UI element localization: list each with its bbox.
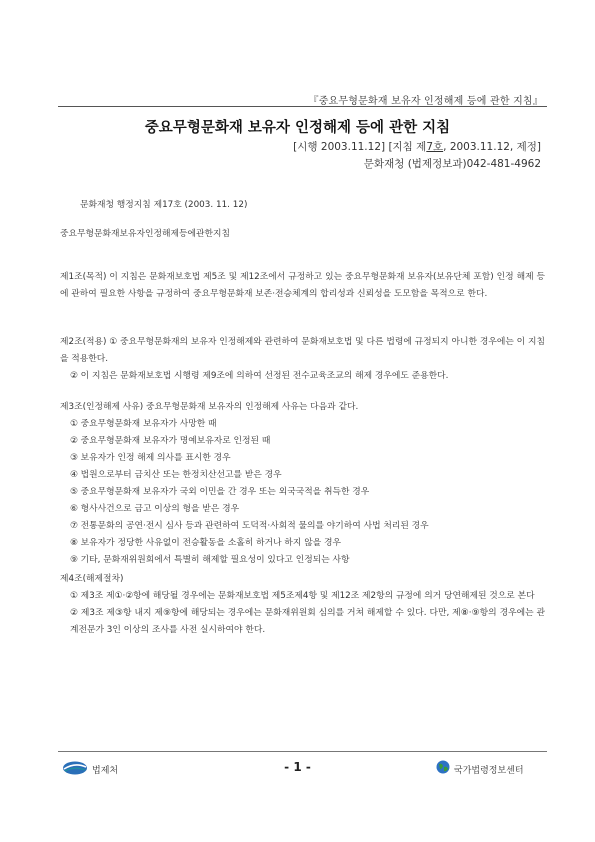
globe-icon [436,760,450,774]
article-1-text: 제1조(목적) 이 지침은 문화재보호법 제5조 및 제12조에서 규정하고 있는 중요무형문화재 보유자(보유단체 포함) 인정 해제 등에 관하여 필요한 사항을 규정하여 중요무형문화재 보존·전승체계의 합리성과 신뢰성을 도모함을 목적으로 한다. [60,272,545,299]
article-2-paragraph-2: ② 이 지침은 문화재보호법 시행령 제9조에 의하여 선정된 전수교육조교의 해제 경우에도 준용한다. [70,371,449,381]
directive-number-link[interactable]: 7호 [426,141,444,153]
running-title: 『중요무형문화재 보유자 인정해제 등에 관한 지침』 [308,96,543,107]
regulation-name: 중요무형문화재보유자인정해제등에관한지침 [60,229,230,239]
article-4-paragraph-2: ② 제3조 제③항 내지 제⑨항에 해당되는 경우에는 문화재위원회 심의를 거쳐 해제할 수 있다. 다만, 제⑧·⑨항의 경우에는 관계전문가 3인 이상의 조사를 사전 실시하여야 한다. [70,608,545,635]
article-3-item: ⑧ 보유자가 정당한 사유없이 전승활동을 소홀히 하거나 하지 않을 경우 [70,538,341,548]
article-3-item: ③ 보유자가 인정 해제 의사를 표시한 경우 [70,453,231,463]
page-number: - 1 - [284,760,311,774]
enactment-info [293,139,541,154]
article-1 [60,269,545,303]
article-3-item: ⑨ 기타, 문화재위원회에서 특별히 해제할 필요성이 있다고 인정되는 사항 [70,555,350,565]
article-3-intro: 제3조(인정해제 사유) 중요무형문화재 보유자의 인정해제 사유는 다음과 같다. [60,402,359,412]
enactment-prefix: [시행 2003.11.12] [지침 제 [293,141,427,153]
footer-left-label: 법제처 [92,766,119,776]
article-4-heading: 제4조(해제절차) [60,574,124,584]
article-3-item: ① 중요무형문화재 보유자가 사망한 때 [70,419,217,429]
article-3-item: ⑥ 형사사건으로 금고 이상의 형을 받은 경우 [70,504,240,514]
article-3-item: ④ 법원으로부터 금치산 또는 한정치산선고를 받은 경우 [70,470,282,480]
document-title: 중요무형문화재 보유자 인정해제 등에 관한 지침 [144,120,451,136]
article-2-paragraph-1: 제2조(적용) ① 중요무형문화재의 보유자 인정해제와 관련하여 문화재보호법 및 다른 법령에 규정되지 아니한 경우에는 이 지침을 적용한다. [60,337,545,364]
header-divider [58,106,547,107]
article-4 [60,571,545,639]
article-3-item: ⑤ 중요무형문화재 보유자가 국외 이민을 간 경우 또는 외국국적을 취득한 경우 [70,487,370,497]
article-3 [60,399,545,569]
article-4-paragraph-1: ① 제3조 제①·②항에 해당될 경우에는 문화재보호법 제5조제4항 및 제12조 제2항의 규정에 의거 당연해제된 것으로 본다 [70,591,535,601]
footer-divider [58,751,547,752]
article-3-item: ② 중요무형문화재 보유자가 명예보유자로 인정된 때 [70,436,271,446]
article-2 [60,334,545,385]
footer-right-label: 국가법령정보센터 [454,766,524,776]
contact-info: 문화재청 (법제정보과)042-481-4962 [363,158,541,170]
directive-notice: 문화재청 행정지침 제17호 (2003. 11. 12) [80,200,248,210]
article-3-item: ⑦ 전통문화의 공연·전시 심사 등과 관련하여 도덕적·사회적 물의를 야기하여 사법 처리된 경우 [70,521,429,531]
enactment-suffix: , 2003.11.12, 제정] [443,141,541,153]
